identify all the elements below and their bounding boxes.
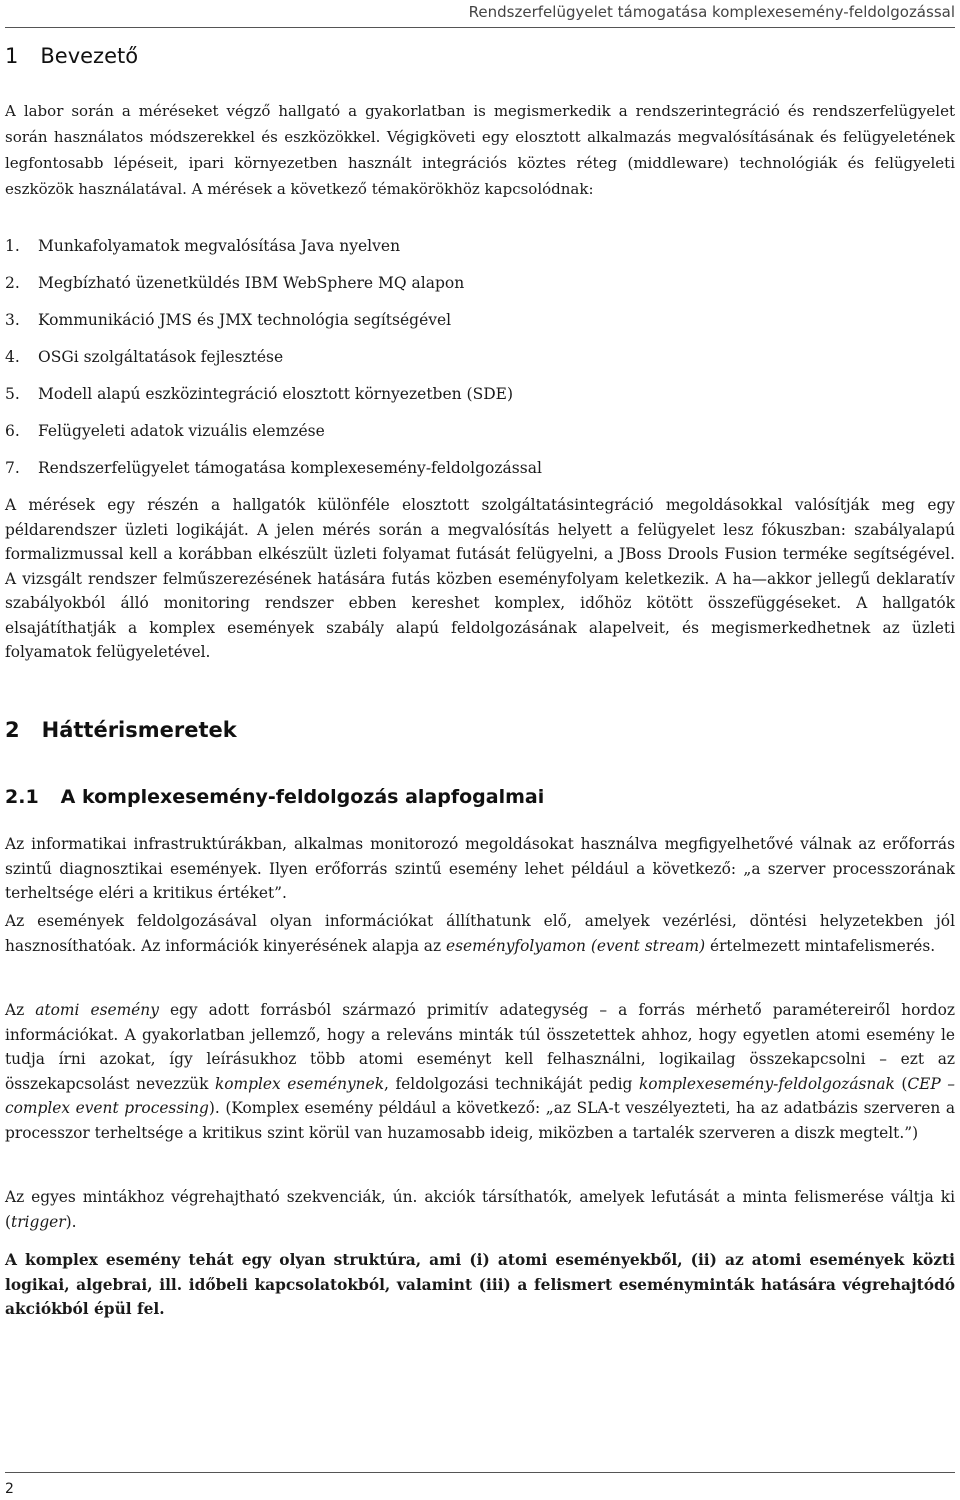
subsection-heading [5, 786, 544, 808]
list-item: 1. Munkafolyamatok megvalósítása Java nyelven [5, 237, 401, 255]
topic-list [5, 234, 542, 493]
list-item: 2. Megbízható üzenetküldés IBM WebSphere MQ alapon [5, 274, 465, 292]
section-heading-background [5, 718, 237, 742]
paragraph-actions: Az egyes mintákhoz végrehajtható szekvenciák, ún. akciók társíthatók, amelyek lefutását a minta felismerése váltja ki (trigger). [5, 1188, 955, 1231]
paragraph-definition: A komplex esemény tehát egy olyan struktúra, ami (i) atomi eseményekből, (ii) az atomi események közti logikai, algebrai, ill. időbeli kapcsolatokból, valamint (iii) a felismert eseményminták hatására végrehajtódó akciókból épül fel. [5, 1251, 955, 1318]
page-number: 2 [5, 1472, 955, 1497]
measurement-paragraph: A mérések egy részén a hallgatók különféle elosztott szolgáltatásintegráció megoldásokkal valósítják meg egy példarendszer üzleti logikáját. A jelen mérés során a megvalósítás helyett a felügyelet lesz fókuszban: szabályalapú formalizmussal kell a korábban elkészült üzleti folyamat futását felügyelni, a JBoss Drools Fusion terméke segítségével. A vizsgált rendszer felműszerezésének hatására futás közben eseményfolyam keletkezik. A ha—akkor jellegű deklaratív szabályokból álló monitoring rendszer ebben kereshet komplex, időhöz kötött összefüggéseket. A hallgatók elsajátíthatják a komplex események szabály alapú feldolgozásának alapelveit, és megismerkedhetnek az üzleti folyamatok felügyeletével. [5, 496, 955, 661]
list-item: 6. Felügyeleti adatok vizuális elemzése [5, 422, 325, 440]
paragraph-event-stream: Az események feldolgozásával olyan információkat állíthatunk elő, amelyek vezérlési, döntési helyzetekben jól hasznosíthatóak. Az információk kinyerésének alapja az eseményfolyamon (event stream) értelmezett mintafelismerés. [5, 912, 955, 955]
list-item: 7. Rendszerfelügyelet támogatása komplexesemény-feldolgozással [5, 459, 542, 477]
paragraph-diagnostic-events: Az informatikai infrastruktúrákban, alkalmas monitorozó megoldásokat használva megfigyelhetővé válnak az erőforrás szintű diagnosztikai események. Ilyen erőforrás szintű esemény lehet például a következő: „a szerver processzorának terheltsége eléri a kritikus értéket”. [5, 835, 955, 902]
section-title: Háttérismeretek [41, 718, 237, 742]
paragraph-atomic-event: Az atomi esemény egy adott forrásból származó primitív adategység – a forrás mérhető paramétereiről hordoz információkat. A gyakorlatban jellemző, hogy a releváns minták túl összetettek ahhoz, hogy egyetlen atomi esemény le tudja írni azokat, így leírásukhoz több atomi eseményt kell felhasználni, logikailag összekapcsolni – ezt az összekapcsolást nevezzük komplex eseménynek, feldolgozási technikáját pedig komplexesemény-feldolgozásnak (CEP – complex event processing). (Komplex esemény például a következő: „az SLA-t veszélyezteti, ha az adatbázis szerveren a processzor terheltsége a kritikus szint körül van huzamosabb ideig, miközben a tartalék szerveren a diszk megtelt.”) [5, 1001, 955, 1142]
list-item: 4. OSGi szolgáltatások fejlesztése [5, 348, 284, 366]
section-heading-intro [5, 44, 138, 68]
list-item: 3. Kommunikáció JMS és JMX technológia segítségével [5, 311, 452, 329]
section-title: Bevezető [40, 44, 139, 68]
running-header: Rendszerfelügyelet támogatása komplexesemény-feldolgozással [5, 0, 955, 28]
subsection-title: A komplexesemény-feldolgozás alapfogalmai [60, 786, 545, 808]
subsection-number: 2.1 [5, 786, 39, 808]
intro-paragraph: A labor során a méréseket végző hallgató a gyakorlatban is megismerkedik a rendszerintegráció és rendszerfelügyelet során használatos módszerekkel és eszközökkel. Végigköveti egy elosztott alkalmazás megvalósításának és felügyeletének legfontosabb lépéseit, ipari környezetben használt integrációs köztes réteg (middleware) technológiák és felügyeleti eszközök használatával. A mérések a következő témakörökhöz kapcsolódnak: [5, 102, 955, 198]
list-item: 5. Modell alapú eszközintegráció elosztott környezetben (SDE) [5, 385, 514, 403]
section-number: 1 [5, 44, 19, 68]
section-number: 2 [5, 718, 20, 742]
